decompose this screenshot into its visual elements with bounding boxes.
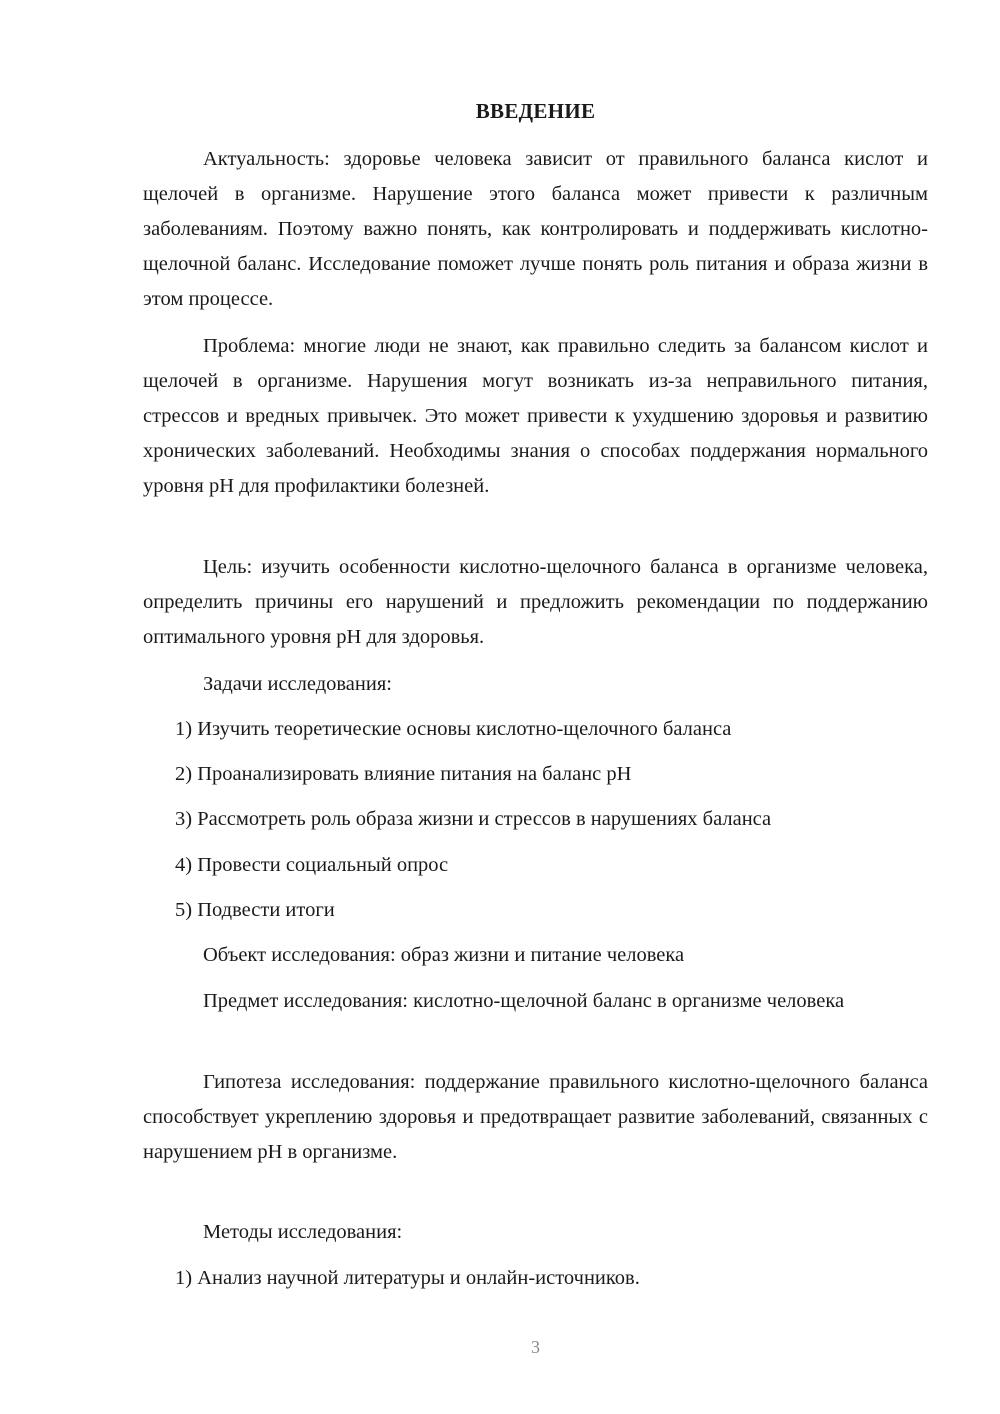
task-item: 1) Изучить теоретические основы кислотно-щелочного баланса [175,718,732,740]
method-item: 1) Анализ научной литературы и онлайн-источников. [175,1267,640,1289]
relevance-paragraph: Актуальность: здоровье человека зависит от правильного баланса кислот и щелочей в организме. Нарушение этого баланса может привести к различным заболеваниям. Поэтому важно понять, как контролировать и поддерживать кислотно-щелочной баланс. Исследование поможет лучше понять роль питания и образа жизни в этом процессе. [143,148,928,310]
tasks-title: Задачи исследования: [203,673,392,695]
goal-paragraph: Цель: изучить особенности кислотно-щелочного баланса в организме человека, определить причины его нарушений и предложить рекомендации по поддержанию оптимального уровня pH для здоровья. [143,556,928,648]
page-number: 3 [531,1337,540,1357]
methods-title: Методы исследования: [203,1221,403,1243]
task-item: 3) Рассмотреть роль образа жизни и стрессов в нарушениях баланса [175,808,772,830]
task-item: 2) Проанализировать влияние питания на баланс pH [175,763,632,785]
hypothesis-paragraph: Гипотеза исследования: поддержание правильного кислотно-щелочного баланса способствует укреплению здоровья и предотвращает развитие заболеваний, связанных с нарушением pH в организме. [143,1071,928,1163]
section-heading: ВВЕДЕНИЕ [475,99,596,123]
task-item: 5) Подвести итоги [175,899,335,921]
task-item: 4) Провести социальный опрос [175,854,449,876]
problem-paragraph: Проблема: многие люди не знают, как правильно следить за балансом кислот и щелочей в организме. Нарушения могут возникать из-за неправильного питания, стрессов и вредных привычек. Это может привести к ухудшению здоровья и развитию хронических заболеваний. Необходимы знания о способах поддержания нормального уровня pH для профилактики болезней. [143,335,928,497]
research-object: Объект исследования: образ жизни и питание человека [203,944,685,966]
research-subject-paragraph: Предмет исследования: кислотно-щелочной баланс в организме человека [203,990,845,1012]
